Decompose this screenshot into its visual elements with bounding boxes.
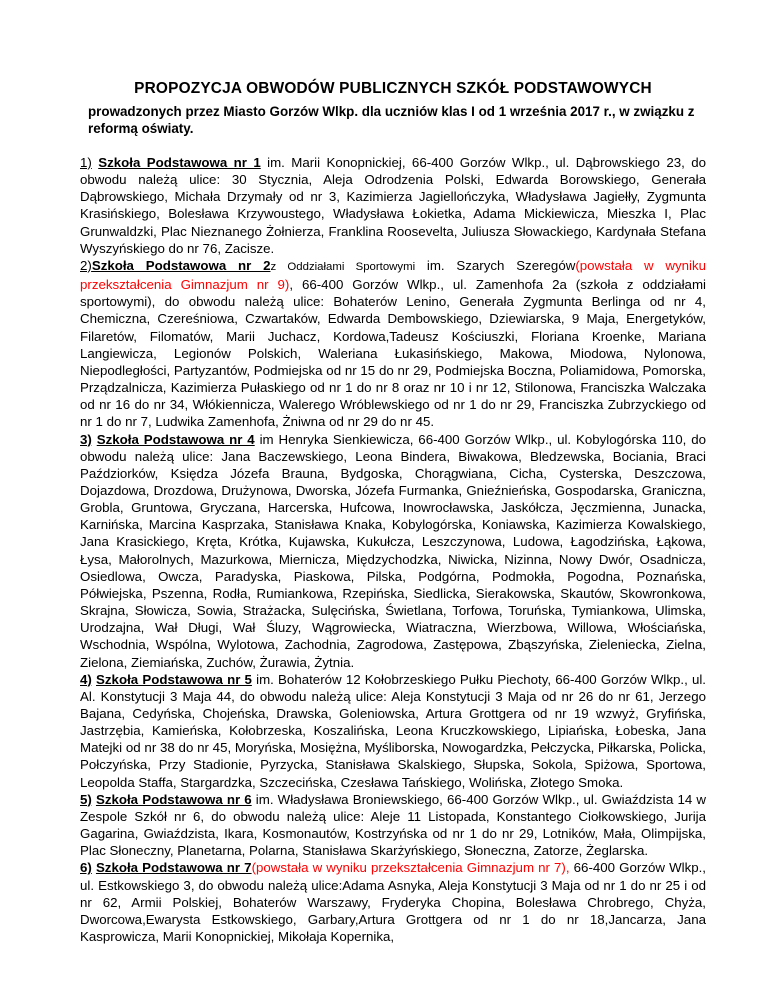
section-text: im. Marii Konopnickiej, 66-400 Gorzów Wlkp., ul. Dąbrowskiego 23, do obwodu należą ulice: 30 Stycznia, Aleja Odrodzenia Polski, Edwarda Borowskiego, Generała Dąbrowskiego, Michała Drzymały od nr 3, Kazimierza Jagiellończyka, Władysława Jagiełły, Zygmunta Krasińskiego, Bolesława Krzywoustego, Władysława Łokietka, Adama Mickiewicza, Mieszka I, Plac Grunwaldzki, Plac Nieznanego Żołnierza, Franklina Roosevelta, Juliusza Słowackiego, Kardynała Stefana Wyszyńskiego do nr 76, Zacisze.: [80, 155, 706, 256]
section-number: 5): [80, 791, 92, 807]
school-section-5: [80, 791, 706, 860]
section-text: , 66-400 Gorzów Wlkp., ul. Zamenhofa 2a (szkoła z oddziałami sportowymi), do obwodu należą ulice: Bohaterów Lenino, Generała Zygmunta Berlinga od nr 4, Chemiczna, Czereśniowa, Czwartaków, Edwarda Dembowskiego, Dziewiarska, 9 Maja, Energetyków, Filaretów, Filomatów, Marii Juchacz, Kordowa,Tadeusz Kościuszki, Floriana Kroenke, Mariana Langiewicza, Legionów Polskich, Waleriana Łukasińskiego, Makowa, Miodowa, Nylonowa, Niepodległości, Partyzantów, Podmiejska od nr 15 do nr 29, Podmiejska Boczna, Poliamidowa, Pomorska, Prządzalnicza, Kazimierza Pułaskiego od nr 1 do nr 8 oraz nr 10 i nr 12, Stilonowa, Franciszka Walczaka od nr 16 do nr 34, Włókiennicza, Walerego Wróblewskiego od nr 1 do nr 29, Franciszka Zubrzyckiego od nr 1 do nr 7, Ludwika Zamenhofa, Żniwna od nr 29 do nr 45.: [80, 277, 706, 430]
transformation-note: (powstała w wyniku przekształcenia Gimnazjum nr 7),: [251, 860, 570, 876]
section-number: 2): [80, 257, 92, 273]
section-number: 6): [80, 860, 92, 876]
school-name: Szkoła Podstawowa nr 7: [95, 860, 252, 876]
section-number: 3): [80, 431, 92, 447]
section-number: 4): [80, 671, 92, 687]
document-title: PROPOZYCJA OBWODÓW PUBLICZNYCH SZKÓŁ PODSTAWOWYCH: [134, 80, 652, 97]
school-patron: im. Szarych Szeregów: [415, 257, 576, 273]
section-text: im. Bohaterów 12 Kołobrzeskiego Pułku Piechoty, 66-400 Gorzów Wlkp., ul. Al. Konstytucji 3 Maja 44, do obwodu należą ulice: Aleja Konstytucji 3 Maja od nr 26 do nr 61, Jerzego Bajana, Cedyńska, Chojeńska, Drawska, Goleniowska, Artura Grottgera od nr 19 wzwyż, Gryfińska, Jastrzębia, Kamieńska, Kołobrzeska, Koszalińska, Leona Kruczkowskiego, Lipiańska, Łobeska, Jana Matejki od nr 38 do nr 45, Moryńska, Mosiężna, Myśliborska, Nowogardzka, Pełczycka, Piłkarska, Policka, Połczyńska, Przy Stadionie, Pyrzycka, Stanisława Skalskiego, Słupska, Sokola, Spiżowa, Sportowa, Leopolda Staffa, Stargardzka, Szczecińska, Czesława Tańskiego, Wolińska, Złotego Smoka.: [80, 671, 707, 790]
school-section-1: [80, 154, 706, 257]
school-section-3: [80, 431, 706, 671]
school-section-2: [80, 257, 706, 431]
school-name: Szkoła Podstawowa nr 1: [98, 155, 261, 170]
document-body: [80, 154, 706, 945]
school-name: Szkoła Podstawowa nr 6: [95, 791, 252, 807]
transformation-note: (powstała w wyniku przekształcenia Gimnazjum nr 9): [80, 257, 707, 293]
school-section-4: [80, 671, 706, 791]
section-text: 66-400 Gorzów Wlkp., ul. Estkowskiego 3, do obwodu należą ulice:Adama Asnyka, Aleja Konstytucji 3 Maja od nr 1 do nr 25 i od nr 62, Armii Polskiej, Bohaterów Warszawy, Fryderyka Chopina, Bolesława Chrobrego, Chyża, Dworcowa,Ewarysta Estkowskiego, Garbary,Artura Grottgera od nr 1 do nr 18,Jancarza, Jana Kasprowicza, Marii Konopnickiej, Mikołaja Kopernika,: [80, 860, 707, 945]
school-name: Szkoła Podstawowa nr 2: [91, 257, 271, 273]
school-name: Szkoła Podstawowa nr 4: [96, 431, 255, 447]
section-text: im. Władysława Broniewskiego, 66-400 Gorzów Wlkp., ul. Gwiaździsta 14 w Zespole Szkół nr 6, do obwodu należą ulice: Aleje 11 Listopada, Konstantego Ciołkowskiego, Jurija Gagarina, Gwiaździsta, Ikara, Kosmonautów, Kostrzyńska od nr 1 do nr 29, Lotników, Mała, Olimpijska, Plac Słoneczny, Planetarna, Polarna, Stanisława Skarżyńskiego, Słoneczna, Zatorze, Żeglarska.: [80, 791, 706, 859]
school-section-6: [80, 859, 706, 945]
school-name-suffix: z Oddziałami Sportowymi: [270, 260, 416, 273]
school-name: Szkoła Podstawowa nr 5: [96, 671, 252, 687]
section-text: im Henryka Sienkiewicza, 66-400 Gorzów Wlkp., ul. Kobylogórska 110, do obwodu należą ulice: Jana Baczewskiego, Leona Bindera, Biwakowa, Bledzewska, Bociania, Braci Paździorków, Księdza Józefa Brauna, Bydgoska, Chorągwiana, Cicha, Cysterska, Deszczowa, Dojazdowa, Drozdowa, Drużynowa, Dworska, Józefa Furmanka, Gnieźnieńska, Gospodarska, Graniczna, Grobla, Gruntowa, Gryczana, Harcerska, Hufcowa, Inowrocławska, Jaskółcza, Jęczmienna, Junacka, Karnińska, Marcina Kasprzaka, Stanisława Knaka, Kobylogórska, Koniawska, Kazimierza Kowalskiego, Jana Krasickiego, Kręta, Krótka, Kujawska, Kukułcza, Leszczynowa, Ludowa, Łagodzińska, Łąkowa, Łysa, Małorolnych, Mazurkowa, Miernicza, Międzychodzka, Niwicka, Nizinna, Nowy Dwór, Osadnicza, Osiedlowa, Owcza, Paradyska, Piaskowa, Pilska, Podgórna, Podmokła, Pogodna, Poznańska, Półwiejska, Pszenna, Rodła, Rumiankowa, Rzepińska, Siedlicka, Sierakowska, Skautów, Skowronkowa, Skrajna, Słowicza, Sowia, Strażacka, Sulęcińska, Świetlana, Torfowa, Toruńska, Tymiankowa, Ulimska, Urodzajna, Wał Długi, Wał Śluzy, Wągrowiecka, Wiatraczna, Wierzbowa, Willowa, Włościańska, Wschodnia, Wspólna, Wylotowa, Zachodnia, Zagrodowa, Zastępowa, Zbąszyńska, Zieleniecka, Zielna, Zielona, Ziemiańska, Zuchów, Żurawia, Żytnia.: [80, 431, 706, 670]
section-number: 1): [80, 155, 92, 170]
document-subtitle: prowadzonych przez Miasto Gorzów Wlkp. dla uczniów klas I od 1 września 2017 r., w związku z reformą oświaty.: [88, 104, 695, 136]
